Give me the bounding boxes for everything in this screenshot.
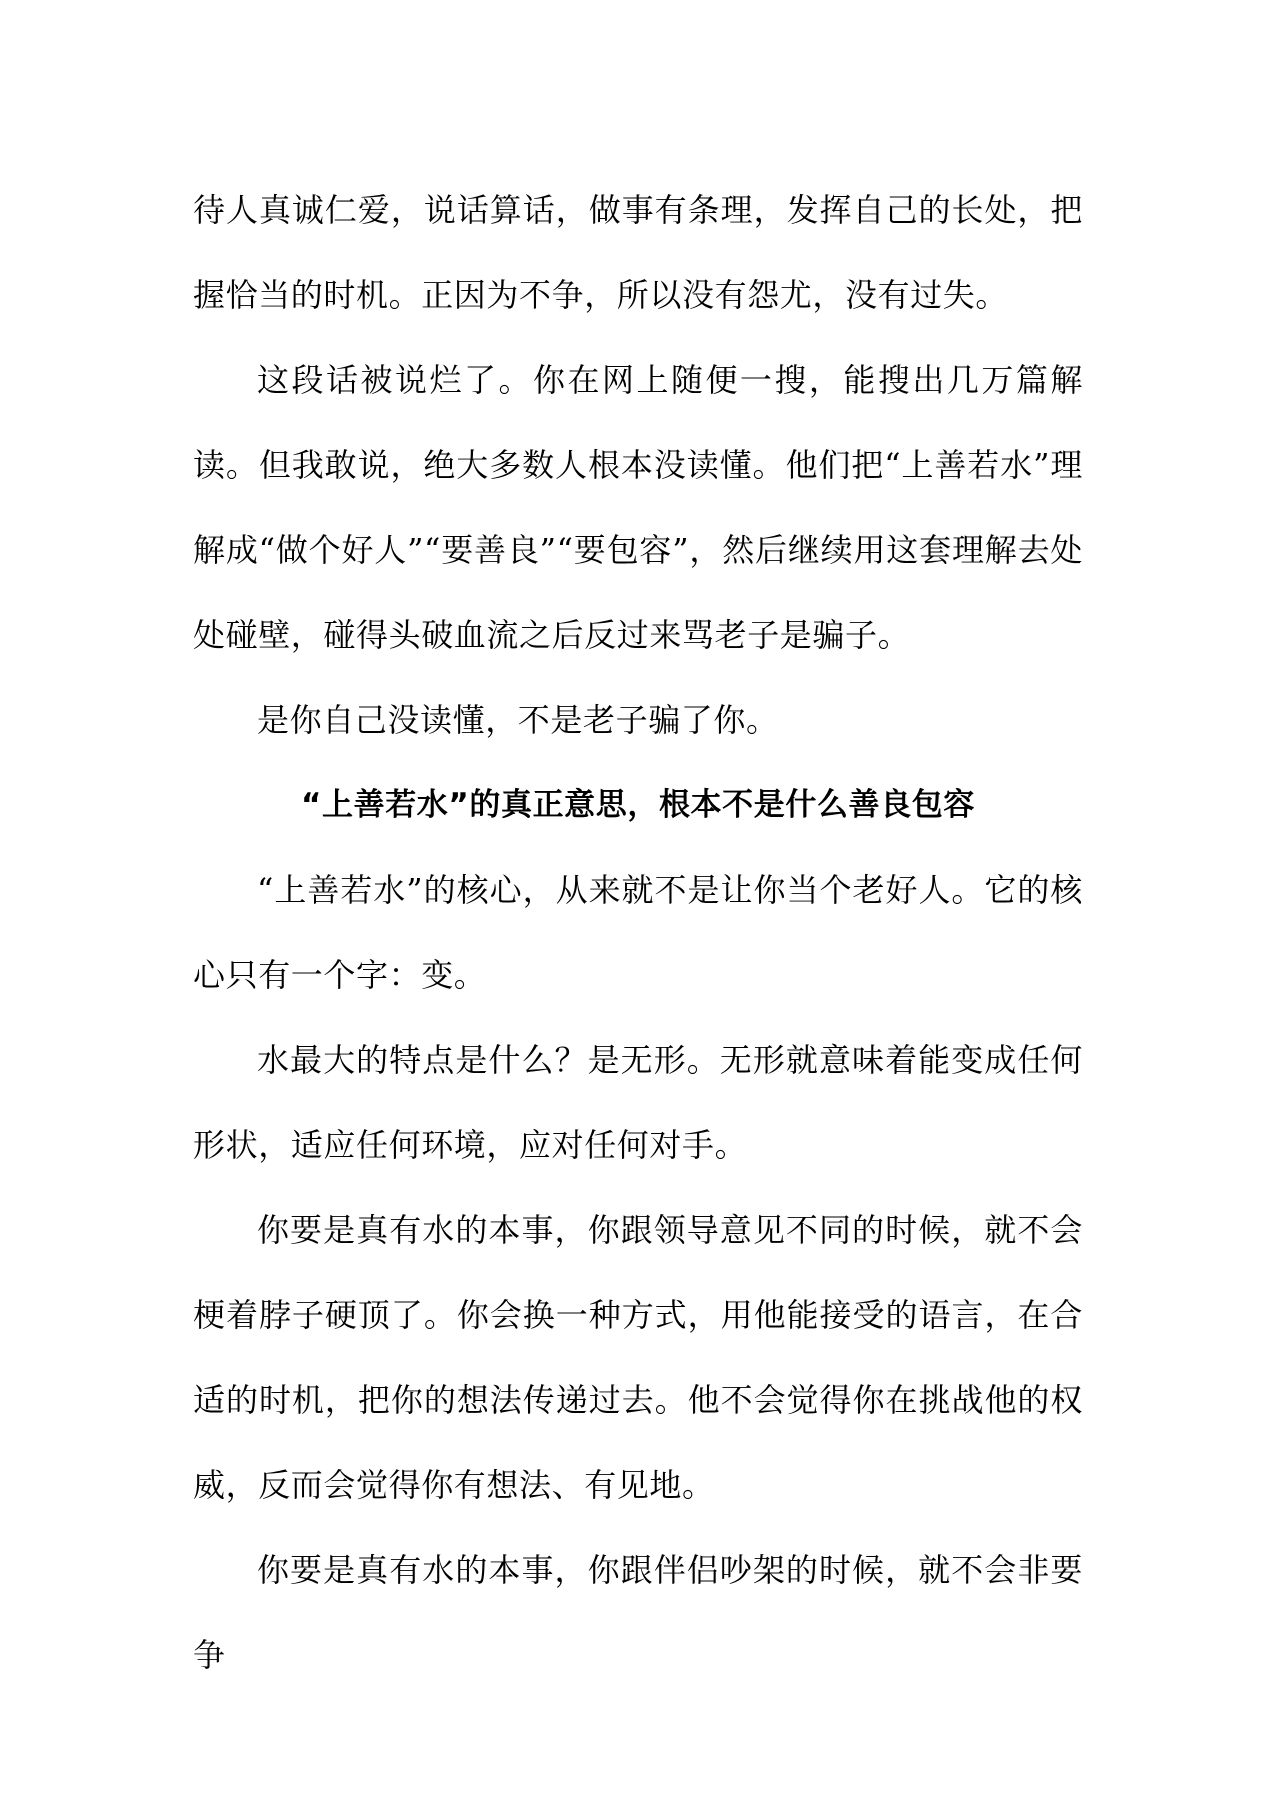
- paragraph-4: “上善若水”的核心，从来就不是让你当个老好人。它的核心只有一个字：变。: [193, 871, 1083, 994]
- paragraph-3: 是你自己没读懂，不是老子骗了你。: [257, 701, 779, 739]
- paragraph-5: 水最大的特点是什么？是无形。无形就意味着能变成任何形状，适应任何环境，应对任何对手。: [193, 1041, 1083, 1164]
- paragraph-6: 你要是真有水的本事，你跟领导意见不同的时候，就不会梗着脖子硬顶了。你会换一种方式，用他能接受的语言，在合适的时机，把你的想法传递过去。他不会觉得你在挑战他的权威，反而会觉得你有想法、有见地。: [193, 1211, 1083, 1504]
- section-heading: “上善若水”的真正意思，根本不是什么善良包容: [301, 787, 975, 823]
- document-body: [193, 168, 1083, 1698]
- paragraph-1: 待人真诚仁爱，说话算话，做事有条理，发挥自己的长处，把握恰当的时机。正因为不争，所以没有怨尤，没有过失。: [193, 191, 1083, 314]
- paragraph-7: 你要是真有水的本事，你跟伴侣吵架的时候，就不会非要争: [193, 1551, 1083, 1674]
- paragraph-2: 这段话被说烂了。你在网上随便一搜，能搜出几万篇解读。但我敢说，绝大多数人根本没读懂。他们把“上善若水”理解成“做个好人”“要善良”“要包容”，然后继续用这套理解去处处碰壁，碰得头破血流之后反过来骂老子是骗子。: [193, 361, 1083, 654]
